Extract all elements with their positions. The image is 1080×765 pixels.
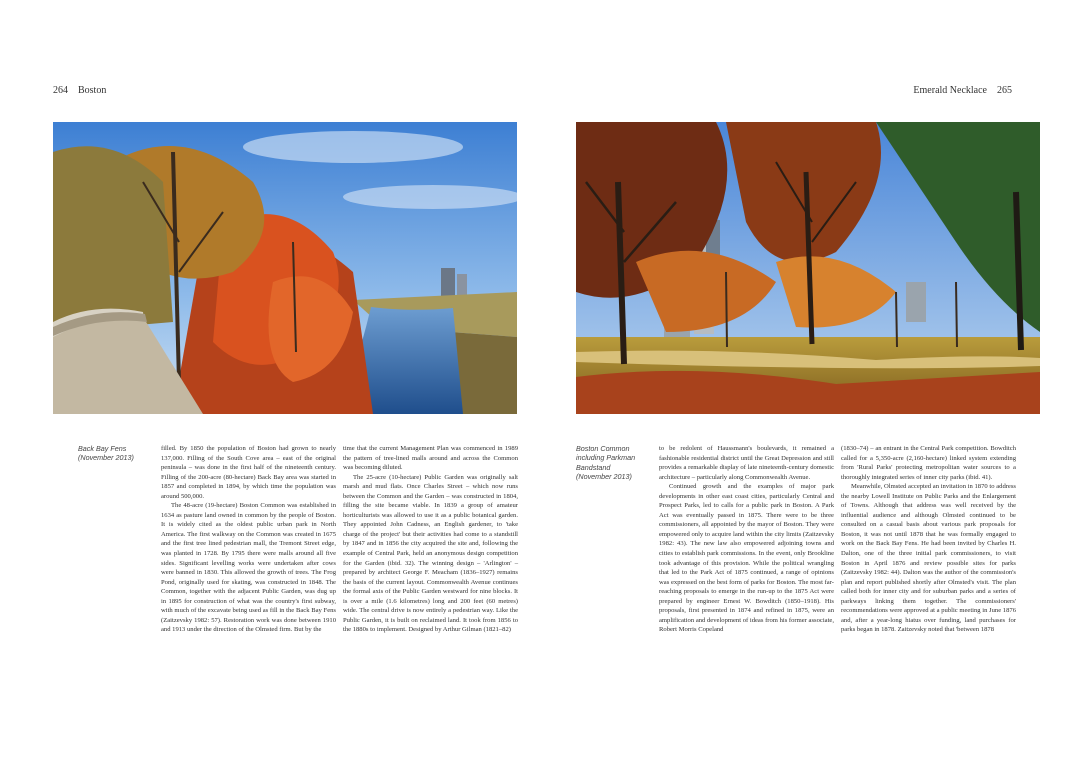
back-bay-fens-photo — [53, 122, 517, 414]
paragraph: to be redolent of Haussmann's boulevards, it remained a fashionable residential district until the Great Depression and still provides a remarkable display of late nineteenth-century domestic architecture – particularly along Commonwealth Avenue. — [659, 445, 834, 481]
text-column-2 — [343, 444, 518, 635]
paragraph: Continued growth and the examples of major park developments in other east coast cities, particularly Central and Prospect Parks, led to calls for a public park in Boston. A Park Act was eventually passed in 1875. There were to be three commissioners, all appointed by the mayor of Boston. They were empowered only to acquire land within the city limits (Zaitzevsky 1982: 43). The new law also empowered adjoining towns and cities to establish park commissions. In the event, only Brookline took advantage of this provision. While the political wrangling that led to the Park Act of 1875 continued, a range of opinions was expressed on the best form of parks for Boston. The most far-reaching proposals to emerge in the run-up to the 1875 Act were prepared by engineer Ernest W. Bowditch (1850–1918). His proposals, first presented in 1874 and refined in 1875, were an amplification and development of ideas from his former associate, Robert Morris Copeland — [659, 483, 834, 634]
right-page-number: 265 — [997, 85, 1012, 96]
paragraph: (1830–74) – an entrant in the Central Park competition. Bowditch called for a 5,350-acre (2,160-hectare) linked system extending from 'Rural Parks' protecting metropolitan water sources to a thoroughly integrated series of inner city parks (ibid. 41). — [841, 445, 1016, 481]
right-photo-caption: Boston Common including Parkman Bandstand (November 2013) — [576, 444, 636, 482]
boston-common-photo — [576, 122, 1040, 414]
paragraph: The 48-acre (19-hectare) Boston Common was established in 1634 as pasture land owned in common by the people of Boston. It is widely cited as the oldest public urban park in North America. The first walkway on the Common was created in 1675 and the first tree lined pedestrian mall, the Tremont Street edge, was planted in 1728. By 1795 there were malls around all five sides. Significant levelling works were undertaken after cows were banned in 1830. This allowed the growth of trees. The Frog Pond, originally used for skating, was constructed in 1848. The Common, together with the adjacent Public Garden, was dug up in 1895 for construction of what was the country's first subway, with much of the excavate being used as fill in the Back Bay Fens (Zaitzevsky 1982: 57). Restoration work was done between 1910 and 1913 under the direction of the Olmsted firm. But by the — [161, 502, 336, 634]
paragraph: time that the current Management Plan was commenced in 1989 the pattern of tree-lined malls around and across the Common was becoming diluted. — [343, 445, 518, 472]
left-photo-caption: Back Bay Fens (November 2013) — [78, 444, 134, 463]
paragraph: The 25-acre (10-hectare) Public Garden was originally salt marsh and mud flats. Once Charles Street – which now runs between the Common and the Garden – was constructed in 1804, filling the site became viable. In 1839 a group of amateur horticulturists was allowed to use it as a public botanical garden. They appointed John Cadness, an English gardener, to 'take charge of the project' but their activities had come to a standstill by 1847 and in 1856 the city acquired the site and, following the example of Central Park, held an anonymous design competition for the Garden (ibid. 32). The winning design – 'Arlington' – prepared by architect George F. Meacham (1836–1927) remains the basis of the current layout. Commonwealth Avenue continues the formal axis of the Public Garden westward for nine blocks. It is over a mile (1.6 kilometres) long and 200 feet (60 metres) wide. The central drive is now entirely a pedestrian way. Like the Public Garden, it is built on reclaimed land. It took from 1856 to the 1880s to implement. Designed by Arthur Gilman (1821–82) — [343, 473, 518, 634]
right-running-title: Emerald Necklace — [913, 85, 987, 96]
paragraph: Meanwhile, Olmsted accepted an invitation in 1870 to address the nearby Lowell Institute on Public Parks and the Enlargement of Towns. Although that address was well received by the influential audience and although Olmsted continued to be consulted on a casual basis about various park proposals for Boston, it was not until 1878 that he was formally engaged to work on the Back Bay Fens. He had been invited by Charles H. Dalton, one of the three initial park commissioners, to visit Boston in April 1876 and review possible sites for parks (Zaitzevsky 1982: 44). Dalton was the author of the commission's plan and report published shortly after Olmsted's visit. The plan called both for inner city and for suburban parks and a series of parkways linking them together. The commissioners' recommendations were approved at a public meeting in June 1876 and, after a year-long hiatus over funding, land purchases for parks began in 1878. Zaitzevsky noted that 'between 1878 — [841, 483, 1016, 634]
paragraph: filled. By 1850 the population of Boston had grown to nearly 137,000. Filling of the South Cove area – east of the original peninsula – was done in the first half of the nineteenth century. Filling of the 200-acre (80-hectare) Back Bay area was started in 1857 and completed in 1894, by which time the population was around 500,000. — [161, 445, 336, 500]
right-running-head — [913, 85, 1012, 96]
text-column-3 — [659, 444, 834, 635]
text-column-1 — [161, 444, 336, 635]
left-page-number: 264 — [53, 85, 68, 96]
left-running-head — [53, 85, 106, 96]
left-running-title: Boston — [78, 85, 107, 96]
text-column-4 — [841, 444, 1016, 635]
